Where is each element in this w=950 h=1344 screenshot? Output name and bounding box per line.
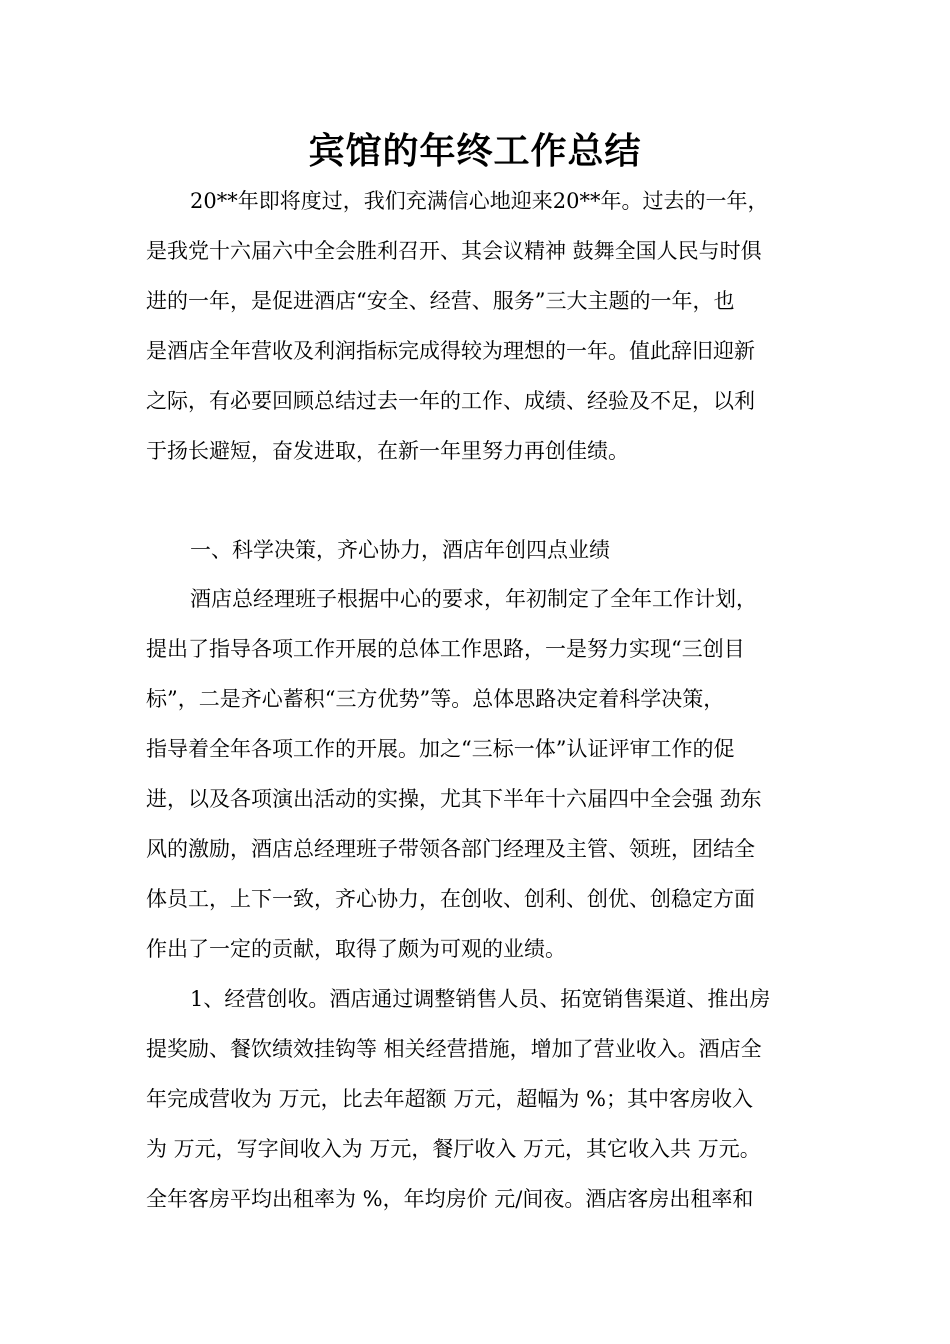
paragraph-line: 体员工，上下一致，齐心协力，在创收、创利、创优、创稳定方面 [146,887,755,911]
paragraph-line: 进的一年，是促进酒店“安全、经营、服务”三大主题的一年，也 [146,289,735,313]
paragraph-line: 标”，二是齐心蓄积“三方优势”等。总体思路决定着科学决策， [146,687,725,711]
paragraph-line: 风的激励，酒店总经理班子带领各部门经理及主管、领班，团结全 [146,837,755,861]
paragraph-line: 作出了一定的贡献，取得了颇为可观的业绩。 [146,937,566,961]
paragraph-line: 之际，有必要回顾总结过去一年的工作、成绩、经验及不足，以利 [146,389,755,413]
paragraph-line: 为 万元，写字间收入为 万元，餐厅收入 万元，其它收入共 万元。 [146,1137,761,1161]
paragraph-line: 是酒店全年营收及利润指标完成得较为理想的一年。值此辞旧迎新 [146,339,755,363]
paragraph-line: 提出了指导各项工作开展的总体工作思路，一是努力实现“三创目 [146,637,745,661]
paragraph-line: 指导着全年各项工作的开展。加之“三标一体”认证评审工作的促 [146,737,735,761]
paragraph-line: 进，以及各项演出活动的实操，尤其下半年十六届四中全会强 劲东 [146,787,762,811]
paragraph-line: 提奖励、餐饮绩效挂钩等 相关经营措施，增加了营业收入。酒店全 [146,1037,762,1061]
paragraph-line: 20**年即将度过，我们充满信心地迎来20**年。过去的一年， [190,189,769,213]
paragraph-line: 酒店总经理班子根据中心的要求，年初制定了全年工作计划， [190,587,757,611]
document-title: 宾馆的年终工作总结 [308,131,642,172]
paragraph-line: 是我党十六届六中全会胜利召开、其会议精神 鼓舞全国人民与时俱 [146,239,762,263]
paragraph-line: 1、经营创收。酒店通过调整销售人员、拓宽销售渠道、推出房 [190,987,771,1011]
paragraph-line: 全年客房平均出租率为 %，年均房价 元/间夜。酒店客房出租率和 [146,1187,754,1211]
section-heading: 一、科学决策，齐心协力，酒店年创四点业绩 [190,538,610,562]
paragraph-line: 于扬长避短，奋发进取，在新一年里努力再创佳绩。 [146,439,629,463]
paragraph-line: 年完成营收为 万元，比去年超额 万元，超幅为 %；其中客房收入 [146,1087,753,1111]
